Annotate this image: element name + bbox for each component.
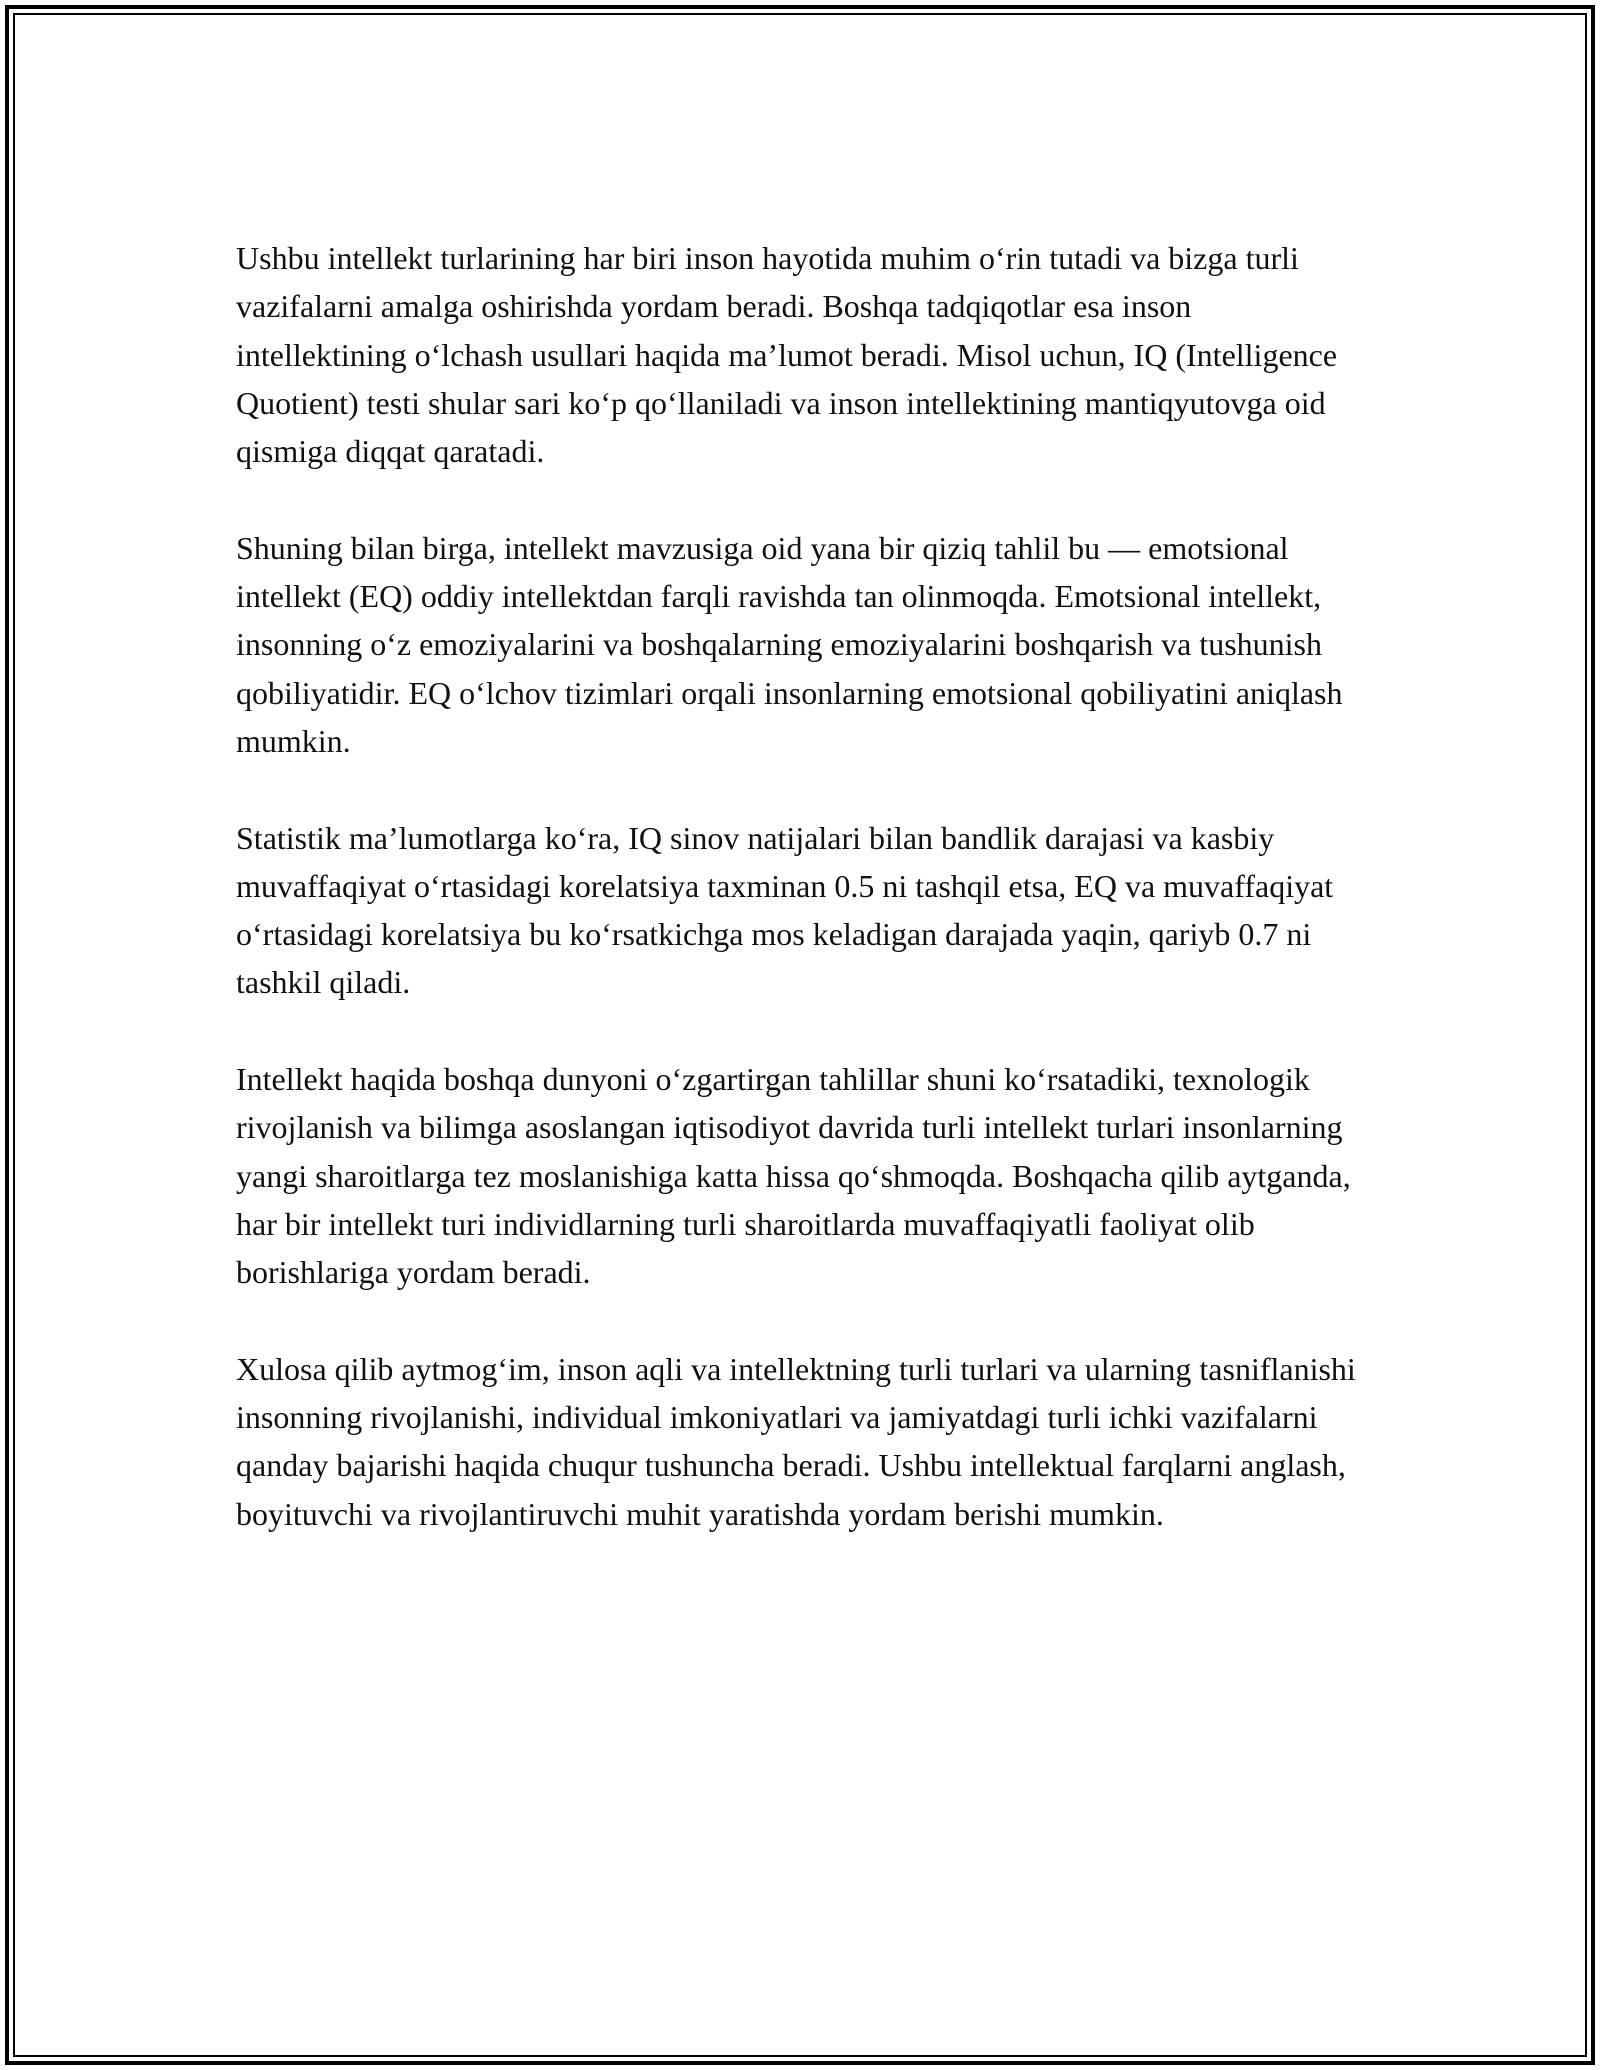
paragraph-2: Shuning bilan birga, intellekt mavzusiga oid yana bir qiziq tahlil bu — emotsional intellekt (EQ) oddiy intellektdan farqli ravishda tan olinmoqda. Emotsional intellekt, insonning o‘z emoziyalarini va boshqalarning emoziyalarini boshqarish va tushunish qobiliyatidir. EQ o‘lchov tizimlari orqali insonlarning emotsional qobiliyatini aniqlash mumkin. bbox=[236, 529, 1343, 759]
document-body bbox=[236, 234, 1356, 1586]
paragraph-5: Xulosa qilib aytmog‘im, inson aqli va intellektning turli turlari va ularning tasniflanishi insonning rivojlanishi, individual imkoniyatlari va jamiyatdagi turli ichki vazifalarni qanday bajarishi haqida chuqur tushuncha beradi. Ushbu intellektual farqlarni anglash, boyituvchi va rivojlantiruvchi muhit yaratishda yordam berishi mumkin. bbox=[236, 1350, 1356, 1532]
paragraph-3: Statistik ma’lumotlarga ko‘ra, IQ sinov natijalari bilan bandlik darajasi va kasbiy muvaffaqiyat o‘rtasidagi korelatsiya taxminan 0.5 ni tashqil etsa, EQ va muvaffaqiyat o‘rtasidagi korelatsiya bu ko‘rsatkichga mos keladigan darajada yaqin, qariyb 0.7 ni tashkil qiladi. bbox=[236, 819, 1334, 1001]
paragraph-1: Ushbu intellekt turlarining har biri inson hayotida muhim o‘rin tutadi va bizga turli vazifalarni amalga oshirishda yordam beradi. Boshqa tadqiqotlar esa inson intellektining o‘lchash usullari haqida ma’lumot beradi. Misol uchun, IQ (Intelligence Quotient) testi shular sari ko‘p qo‘llaniladi va inson intellektining mantiqyutovga oid qismiga diqqat qaratadi. bbox=[236, 240, 1338, 470]
paragraph-4: Intellekt haqida boshqa dunyoni o‘zgartirgan tahlillar shuni ko‘rsatadiki, texnologik rivojlanish va bilimga asoslangan iqtisodiyot davrida turli intellekt turlari insonlarning yangi sharoitlarga tez moslanishiga katta hissa qo‘shmoqda. Boshqacha qilib aytganda, har bir intellekt turi individlarning turli sharoitlarda muvaffaqiyatli faoliyat olib borishlariga yordam beradi. bbox=[236, 1061, 1351, 1291]
